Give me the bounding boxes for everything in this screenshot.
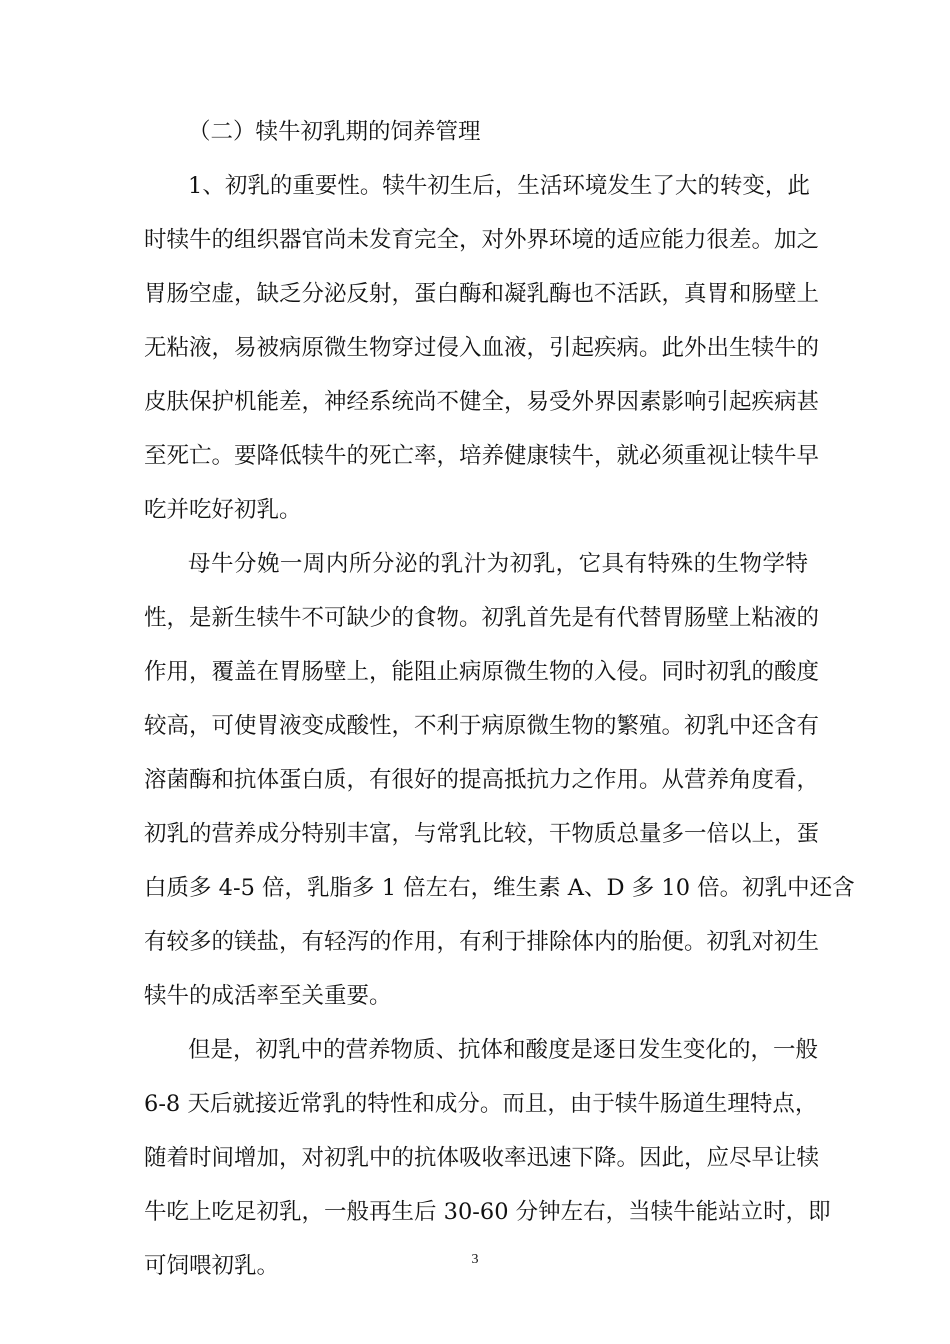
- paragraph-1-line-4: 无粘液，易被病原微生物穿过侵入血液，引起疾病。此外出生犊牛的: [144, 335, 820, 361]
- section-heading: （二）犊牛初乳期的饲养管理: [188, 119, 481, 145]
- paragraph-1-line-5: 皮肤保护机能差，神经系统尚不健全，易受外界因素影响引起疾病甚: [144, 389, 820, 415]
- paragraph-2-line-8: 有较多的镁盐，有轻泻的作用，有利于排除体内的胎便。初乳对初生: [144, 929, 820, 955]
- paragraph-1-line-3: 胃肠空虚，缺乏分泌反射，蛋白酶和凝乳酶也不活跃，真胃和肠壁上: [144, 281, 820, 307]
- paragraph-2-line-9: 犊牛的成活率至关重要。: [144, 983, 392, 1009]
- paragraph-3-line-3: 随着时间增加，对初乳中的抗体吸收率迅速下降。因此，应尽早让犊: [144, 1145, 820, 1171]
- page-number: 3: [471, 1252, 479, 1267]
- paragraph-3-line-2: 6-8 天后就接近常乳的特性和成分。而且，由于犊牛肠道生理特点，: [144, 1091, 818, 1117]
- paragraph-3-line-5: 可饲喂初乳。: [144, 1253, 280, 1279]
- paragraph-1-line-7: 吃并吃好初乳。: [144, 497, 302, 523]
- paragraph-2-line-4: 较高，可使胃液变成酸性，不利于病原微生物的繁殖。初乳中还含有: [144, 713, 820, 739]
- paragraph-1-line-6: 至死亡。要降低犊牛的死亡率，培养健康犊牛，就必须重视让犊牛早: [144, 443, 820, 469]
- paragraph-3-line-1: 但是，初乳中的营养物质、抗体和酸度是逐日发生变化的，一般: [188, 1037, 819, 1063]
- paragraph-2-line-5: 溶菌酶和抗体蛋白质，有很好的提高抵抗力之作用。从营养角度看，: [144, 767, 820, 793]
- paragraph-1-line-1: 1、初乳的重要性。犊牛初生后，生活环境发生了大的转变，此: [188, 173, 810, 199]
- paragraph-2-line-3: 作用，覆盖在胃肠壁上，能阻止病原微生物的入侵。同时初乳的酸度: [144, 659, 820, 685]
- paragraph-2-line-7: 白质多 4-5 倍，乳脂多 1 倍左右，维生素 A、D 多 10 倍。初乳中还含: [144, 875, 855, 901]
- paragraph-2-line-1: 母牛分娩一周内所分泌的乳汁为初乳，它具有特殊的生物学特: [188, 551, 808, 577]
- paragraph-2-line-2: 性，是新生犊牛不可缺少的食物。初乳首先是有代替胃肠壁上粘液的: [144, 605, 820, 631]
- paragraph-1-line-2: 时犊牛的组织器官尚未发育完全，对外界环境的适应能力很差。加之: [144, 227, 820, 253]
- paragraph-3-line-4: 牛吃上吃足初乳，一般再生后 30-60 分钟左右，当犊牛能站立时，即: [144, 1199, 831, 1225]
- paragraph-2-line-6: 初乳的营养成分特别丰富，与常乳比较，干物质总量多一倍以上，蛋: [144, 821, 820, 847]
